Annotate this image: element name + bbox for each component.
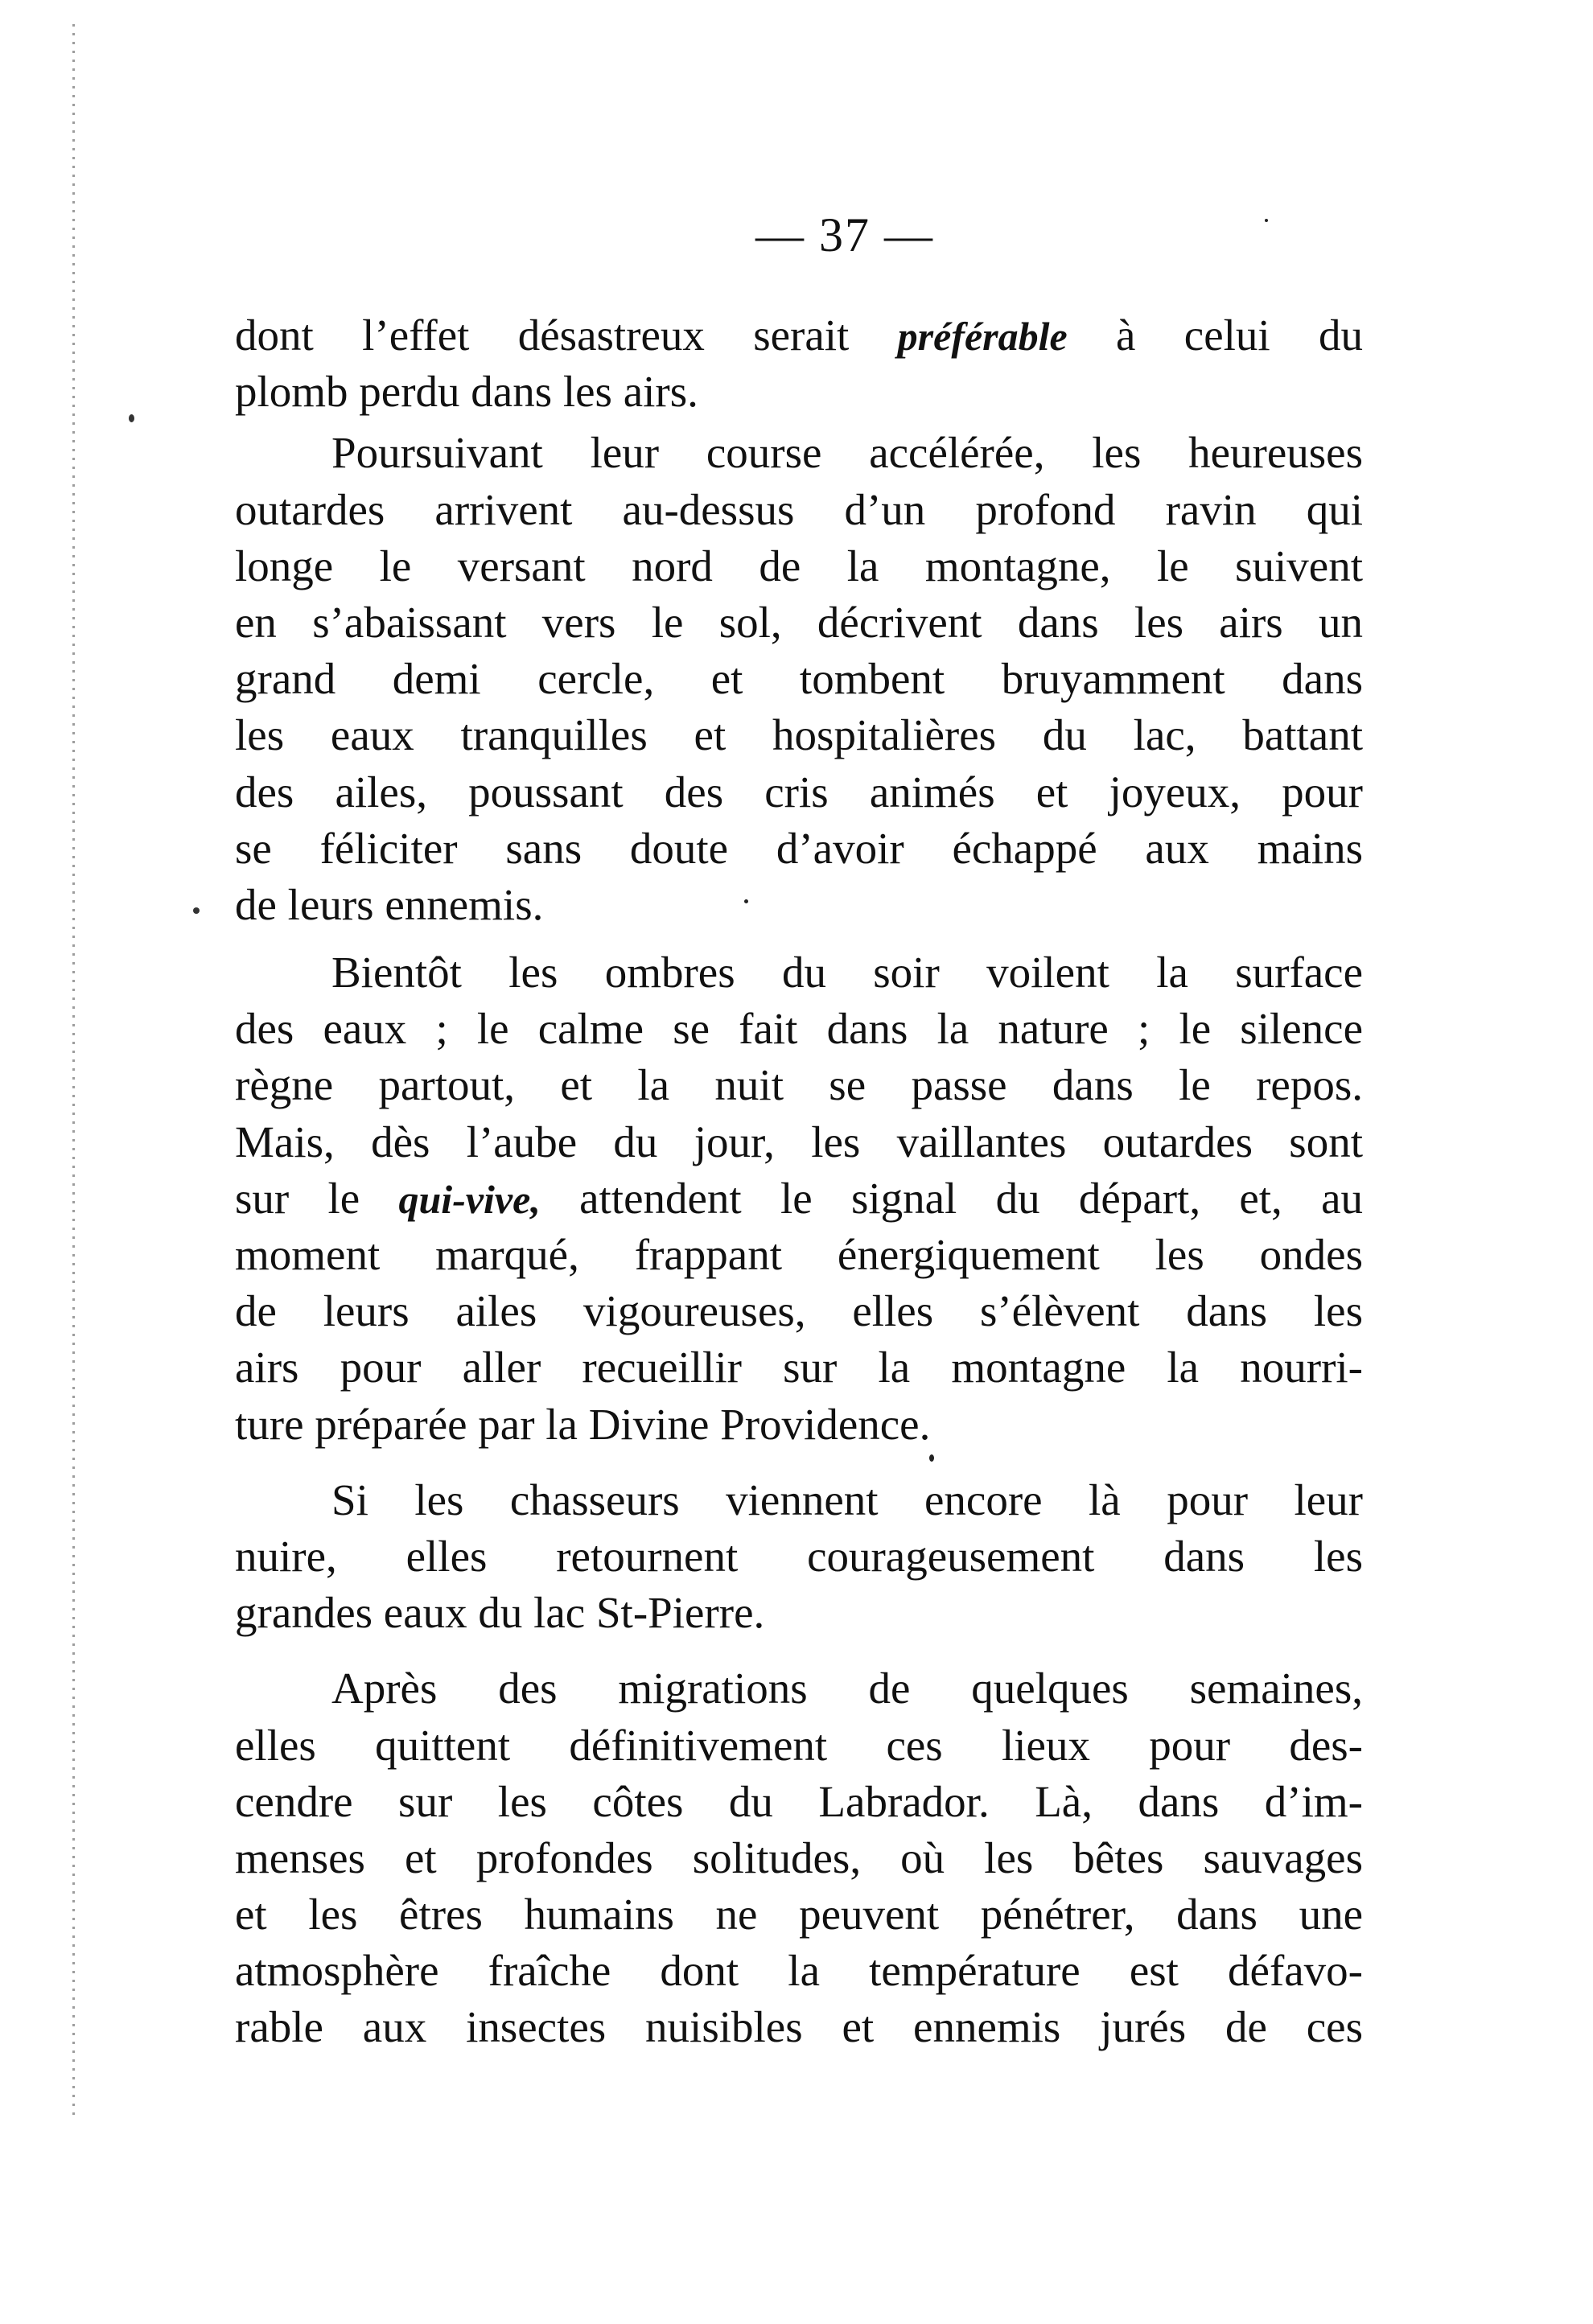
text-line: ture préparée par la Divine Providence. — [235, 1399, 931, 1449]
text-line: dont l’effet désastreux serait préférable à celui du — [235, 311, 1363, 360]
text-line: Si les chasseurs viennent encore là pour leur — [331, 1475, 1363, 1524]
paragraph — [235, 1472, 1363, 1642]
text-line: en s’abaissant vers le sol, décrivent dans les airs un — [235, 597, 1363, 647]
gutter-speck — [193, 907, 200, 914]
text-line: elles quittent définitivement ces lieux pour des- — [235, 1720, 1363, 1770]
text-line: longe le versant nord de la montagne, le suivent — [235, 541, 1363, 590]
text-line: Mais, dès l’aube du jour, les vaillantes outardes sont — [235, 1117, 1363, 1166]
text-line: cendre sur les côtes du Labrador. Là, dans d’im- — [235, 1776, 1363, 1826]
text-line: rable aux insectes nuisibles et ennemis jurés de ces — [235, 2002, 1363, 2052]
paragraph — [235, 1660, 1363, 2055]
gutter-speck — [129, 414, 134, 422]
text-line: et les êtres humains ne peuvent pénétrer, dans une — [235, 1890, 1363, 1939]
text-line: les eaux tranquilles et hospitalières du lac, battant — [235, 710, 1363, 760]
page-number: — 37 — — [755, 208, 934, 261]
text-body — [235, 307, 1363, 2056]
paragraph — [235, 307, 1363, 420]
text-line: règne partout, et la nuit se passe dans le repos. — [235, 1060, 1363, 1110]
text-line: outardes arrivent au-dessus d’un profond ravin qui — [235, 484, 1363, 534]
italic-emphasis: qui-vive, — [398, 1176, 541, 1222]
italic-emphasis: préférable — [897, 314, 1068, 359]
text-line: de leurs ailes vigoureuses, elles s’élèvent dans les — [235, 1286, 1363, 1336]
binding-gutter-marks — [48, 24, 105, 2116]
text-line: des eaux ; le calme se fait dans la nature ; le silence — [235, 1004, 1363, 1054]
text-line: se féliciter sans doute d’avoir échappé aux mains — [235, 823, 1363, 873]
paragraph — [235, 425, 1363, 933]
text-line: des ailes, poussant des cris animés et joyeux, pour — [235, 767, 1363, 816]
text-line: de leurs ennemis. — [235, 879, 544, 929]
text-line: airs pour aller recueillir sur la montagne la nourri- — [235, 1343, 1363, 1392]
text-line: Poursuivant leur course accélérée, les heureuses — [331, 428, 1363, 478]
text-line: menses et profondes solitudes, où les bêtes sauvages — [235, 1832, 1363, 1882]
text-line: grandes eaux du lac St-Pierre. — [235, 1588, 765, 1638]
text-line: Bientôt les ombres du soir voilent la surface — [331, 948, 1363, 997]
text-line: grand demi cercle, et tombent bruyamment dans — [235, 654, 1363, 704]
text-line: sur le qui-vive, attendent le signal du départ, et, au — [235, 1173, 1364, 1223]
paragraph — [235, 944, 1363, 1453]
text-line: Après des migrations de quelques semaines, — [331, 1664, 1363, 1713]
text-line: plomb perdu dans les airs. — [235, 367, 698, 417]
text-line: moment marqué, frappant énergiquement les ondes — [235, 1230, 1363, 1279]
text-line: atmosphère fraîche dont la température est défavo- — [235, 1946, 1363, 1996]
text-line: nuire, elles retournent courageusement dans les — [235, 1531, 1363, 1581]
